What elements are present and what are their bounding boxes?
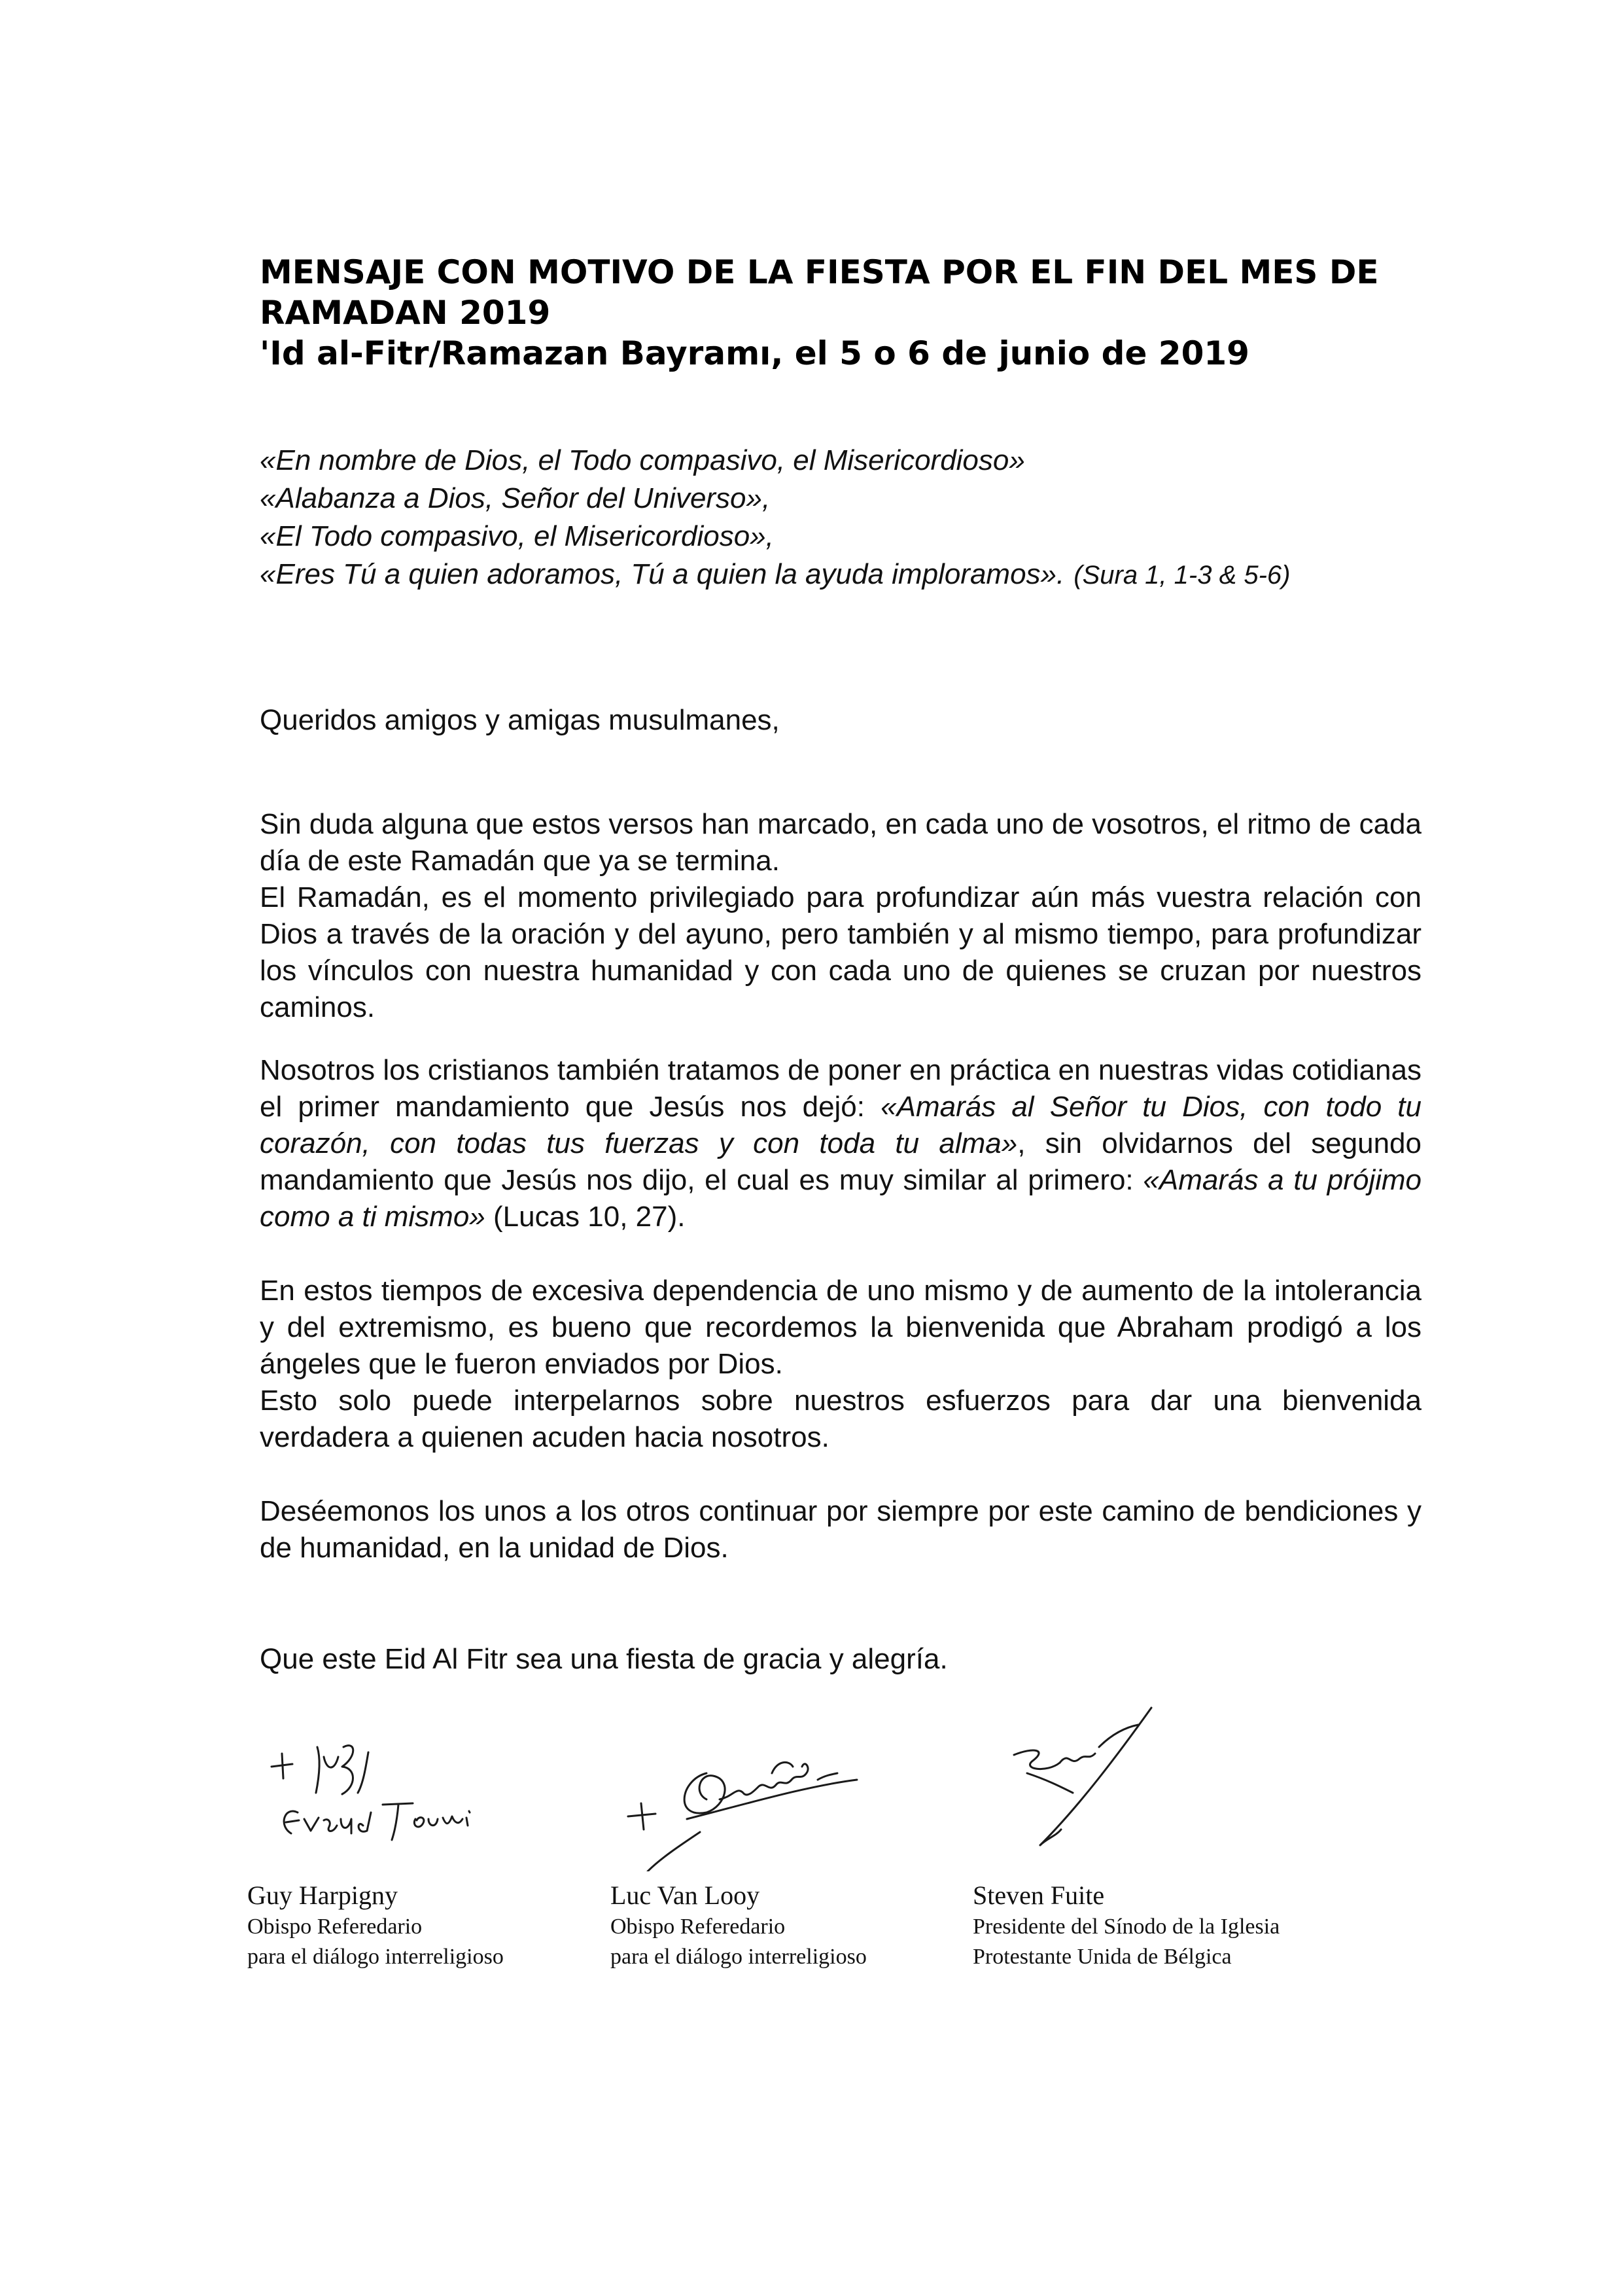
- commandment-quote-1: «Amarás al Señor tu Dios, con todo tu corazón, con todas tus fuerzas y con toda tu alma»: [260, 1091, 1422, 1159]
- signer-block-van-looy: [610, 1879, 867, 1972]
- paragraph-5: [260, 1641, 1422, 1678]
- signature-luc-van-looy: [608, 1734, 883, 1871]
- signer-name: Luc Van Looy: [610, 1881, 760, 1910]
- signer-block-fuite: [973, 1879, 1280, 1972]
- verse-line: [260, 556, 1437, 594]
- verse-line: «El Todo compasivo, el Misericordioso»,: [260, 520, 774, 552]
- signature-guy-harpigny: [258, 1721, 520, 1852]
- signer-role: Presidente del Sínodo de la Iglesia: [973, 1915, 1280, 1939]
- verse-line: «En nombre de Dios, el Todo compasivo, el Misericordioso»: [260, 444, 1025, 476]
- text-run: , sin olvidarnos del segundo mandamiento que Jesús nos dijo, el cual es muy similar al primero:: [260, 1127, 1422, 1196]
- paragraph-text: Deséemonos los unos a los otros continuar por siempre por este camino de bendiciones y de humanidad, en la unidad de Dios.: [260, 1495, 1422, 1564]
- verse-text: «Eres Tú a quien adoramos, Tú a quien la ayuda imploramos».: [260, 558, 1065, 590]
- paragraph-sentence: El Ramadán, es el momento privilegiado para profundizar aún más vuestra relación con Dios a través de la oración y del ayuno, pero también y al mismo tiempo, para profundizar los vínculos con nuestra humanidad y con cada uno de quienes se cruzan por nuestros caminos.: [260, 881, 1422, 1023]
- verse-line: «Alabanza a Dios, Señor del Universo»,: [260, 482, 771, 514]
- signer-role: Obispo Referedario: [610, 1915, 786, 1939]
- quran-verses: [260, 442, 1437, 594]
- signer-role: para el diálogo interreligioso: [247, 1945, 504, 1969]
- text-run: (Lucas 10, 27).: [485, 1201, 686, 1233]
- paragraph-text: [260, 1052, 1422, 1235]
- signature-steven-fuite: [988, 1695, 1184, 1858]
- text-run: Nosotros los cristianos también tratamos de poner en práctica en nuestras vidas cotidianas el primer mandamiento que Jesús nos dejó:: [260, 1054, 1422, 1123]
- signer-role: para el diálogo interreligioso: [610, 1945, 867, 1969]
- title-line-1: MENSAJE CON MOTIVO DE LA FIESTA POR EL FIN DEL MES DE: [260, 253, 1379, 291]
- signer-role: Protestante Unida de Bélgica: [973, 1945, 1232, 1969]
- title-line-2: RAMADAN 2019: [260, 294, 551, 332]
- signer-name: Steven Fuite: [973, 1881, 1105, 1910]
- paragraph-sentence: Esto solo puede interpelarnos sobre nuestros esfuerzos para dar una bienvenida verdadera a quienen acuden hacia nosotros.: [260, 1385, 1422, 1453]
- signer-name: Guy Harpigny: [247, 1881, 398, 1910]
- paragraph-1: [260, 806, 1422, 1026]
- paragraph-4: [260, 1493, 1422, 1566]
- commandment-quote-2: «Amarás a tu prójimo como a ti mismo»: [260, 1164, 1422, 1233]
- paragraph-sentence: Sin duda alguna que estos versos han marcado, en cada uno de vosotros, el ritmo de cada día de este Ramadán que ya se termina.: [260, 808, 1422, 877]
- paragraph-sentence: En estos tiempos de excesiva dependencia de uno mismo y de aumento de la intolerancia y del extremismo, es bueno que recordemos la bienvenida que Abraham prodigó a los ángeles que le fueron enviados por Dios.: [260, 1275, 1422, 1380]
- greeting: Queridos amigos y amigas musulmanes,: [260, 704, 780, 736]
- paragraph-text: Que este Eid Al Fitr sea una fiesta de gracia y alegría.: [260, 1643, 948, 1675]
- paragraph-2: [260, 1052, 1422, 1235]
- paragraph-3: [260, 1273, 1422, 1456]
- signer-role: Obispo Referedario: [247, 1915, 423, 1939]
- verse-reference: (Sura 1, 1-3 & 5-6): [1073, 561, 1291, 590]
- title-line-3: 'Id al-Fitr/Ramazan Bayramı, el 5 o 6 de junio de 2019: [260, 334, 1249, 372]
- signer-block-harpigny: [247, 1879, 504, 1972]
- letter-title: [260, 252, 1444, 374]
